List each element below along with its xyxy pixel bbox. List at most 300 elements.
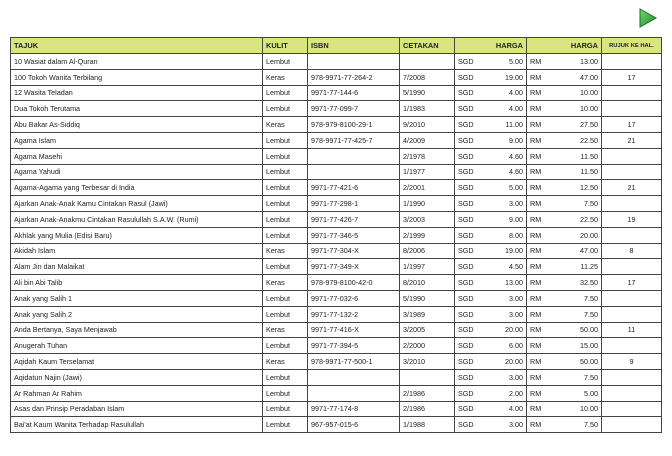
cell-price-rm-currency: RM: [530, 293, 542, 303]
cell-price-rm: [527, 306, 602, 322]
cell-price-rm-currency: RM: [530, 278, 542, 288]
cell-price-rm-value: 12.50: [580, 183, 598, 193]
cell-cover: Lembut: [263, 196, 308, 212]
cell-price-rm: [527, 243, 602, 259]
cell-price-sgd-currency: SGD: [458, 183, 474, 193]
cell-price-sgd-currency: SGD: [458, 388, 474, 398]
cell-printing: 2/1999: [400, 227, 455, 243]
cell-price-sgd-value: 4.60: [509, 151, 523, 161]
cell-price-sgd-value: 13.00: [505, 278, 523, 288]
cell-price-rm-currency: RM: [530, 214, 542, 224]
cell-price-sgd-currency: SGD: [458, 120, 474, 130]
cell-price-rm-currency: RM: [530, 230, 542, 240]
cell-price-rm-currency: RM: [530, 88, 542, 98]
table-row: [11, 338, 662, 354]
cell-price-rm-value: 7.50: [584, 309, 598, 319]
cell-printing: 2/1986: [400, 401, 455, 417]
cell-printing: 2/1978: [400, 148, 455, 164]
cell-price-sgd-currency: SGD: [458, 151, 474, 161]
cell-printing: 1/1988: [400, 417, 455, 433]
cell-price-sgd-currency: SGD: [458, 325, 474, 335]
table-row: [11, 322, 662, 338]
cell-printing: 3/1989: [400, 306, 455, 322]
cell-price-rm-currency: RM: [530, 246, 542, 256]
cell-isbn: [308, 369, 400, 385]
cell-isbn: 9971-77-426-7: [308, 211, 400, 227]
cell-ref: 17: [602, 275, 662, 291]
cell-ref: [602, 148, 662, 164]
cell-price-rm-currency: RM: [530, 325, 542, 335]
cell-price-sgd-value: 5.00: [509, 56, 523, 66]
table-row: [11, 148, 662, 164]
cell-price-rm: [527, 85, 602, 101]
table-row: [11, 243, 662, 259]
cell-price-sgd-currency: SGD: [458, 72, 474, 82]
cell-price-rm-value: 7.50: [584, 372, 598, 382]
cell-price-rm-value: 5.00: [584, 388, 598, 398]
cell-price-sgd-currency: SGD: [458, 199, 474, 209]
cell-price-rm-value: 13.00: [580, 56, 598, 66]
cell-cover: Lembut: [263, 164, 308, 180]
cell-title: Ajarkan Anak-Anak Kamu Cintakan Rasul (Jawi): [11, 196, 263, 212]
cell-ref: [602, 417, 662, 433]
cell-cover: Lembut: [263, 132, 308, 148]
cell-printing: 5/1990: [400, 290, 455, 306]
cell-price-rm-value: 7.50: [584, 420, 598, 430]
cell-title: 100 Tokoh Wanita Terbilang: [11, 69, 263, 85]
cell-price-rm-currency: RM: [530, 404, 542, 414]
cell-price-rm-currency: RM: [530, 372, 542, 382]
cell-printing: 2/2001: [400, 180, 455, 196]
cell-price-rm: [527, 417, 602, 433]
cell-price-sgd-currency: SGD: [458, 262, 474, 272]
cell-price-rm-value: 10.00: [580, 104, 598, 114]
cell-cover: Lembut: [263, 85, 308, 101]
table-body: [11, 54, 662, 433]
cell-isbn: 978-9971-77-264-2: [308, 69, 400, 85]
header-title: TAJUK: [11, 38, 263, 54]
cell-cover: Keras: [263, 275, 308, 291]
cell-price-rm-value: 50.00: [580, 325, 598, 335]
cell-price-rm-currency: RM: [530, 120, 542, 130]
cell-price-sgd-value: 4.00: [509, 104, 523, 114]
cell-price-rm-currency: RM: [530, 309, 542, 319]
cell-price-sgd: [455, 85, 527, 101]
cell-price-rm-value: 47.00: [580, 72, 598, 82]
cell-price-rm-currency: RM: [530, 56, 542, 66]
cell-isbn: [308, 164, 400, 180]
cell-printing: 1/1997: [400, 259, 455, 275]
cell-isbn: [308, 148, 400, 164]
cell-price-rm: [527, 54, 602, 70]
cell-title: Agama Yahudi: [11, 164, 263, 180]
cell-price-rm-value: 32.50: [580, 278, 598, 288]
cell-price-rm: [527, 117, 602, 133]
cell-price-sgd-value: 20.00: [505, 357, 523, 367]
cell-price-sgd-currency: SGD: [458, 420, 474, 430]
cell-price-rm-currency: RM: [530, 341, 542, 351]
cell-title: Akidah Islam: [11, 243, 263, 259]
table-row: [11, 290, 662, 306]
cell-price-rm-value: 7.50: [584, 199, 598, 209]
next-page-button[interactable]: [639, 8, 657, 28]
cell-price-rm: [527, 275, 602, 291]
cell-price-sgd-currency: SGD: [458, 104, 474, 114]
cell-isbn: 9971-77-174-8: [308, 401, 400, 417]
cell-price-sgd-value: 19.00: [505, 246, 523, 256]
cell-cover: Keras: [263, 69, 308, 85]
cell-printing: 2/2000: [400, 338, 455, 354]
header-price-rm: HARGA: [527, 38, 602, 54]
cell-printing: 3/2005: [400, 322, 455, 338]
cell-printing: 8/2010: [400, 275, 455, 291]
cell-price-sgd-value: 3.00: [509, 372, 523, 382]
cell-title: Aqidatun Najin (Jawi): [11, 369, 263, 385]
cell-price-sgd-value: 3.00: [509, 309, 523, 319]
table-row: [11, 54, 662, 70]
cell-printing: 8/2006: [400, 243, 455, 259]
header-printing: CETAKAN: [400, 38, 455, 54]
cell-isbn: 9971-77-132-2: [308, 306, 400, 322]
cell-price-rm: [527, 385, 602, 401]
cell-cover: Lembut: [263, 180, 308, 196]
cell-cover: Keras: [263, 354, 308, 370]
cell-printing: 1/1977: [400, 164, 455, 180]
cell-price-rm: [527, 322, 602, 338]
cell-price-rm: [527, 164, 602, 180]
cell-title: Ar Rahman Ar Rahim: [11, 385, 263, 401]
cell-price-rm: [527, 196, 602, 212]
cell-ref: [602, 385, 662, 401]
cell-price-sgd-value: 3.00: [509, 293, 523, 303]
cell-title: Alam Jin dan Malaikat: [11, 259, 263, 275]
cell-price-sgd: [455, 243, 527, 259]
cell-price-sgd-currency: SGD: [458, 88, 474, 98]
cell-title: Dua Tokoh Terutama: [11, 101, 263, 117]
cell-ref: [602, 401, 662, 417]
cell-cover: Lembut: [263, 385, 308, 401]
cell-isbn: 978-9971-77-500-1: [308, 354, 400, 370]
cell-price-sgd: [455, 101, 527, 117]
cell-price-sgd: [455, 148, 527, 164]
table-row: [11, 385, 662, 401]
table-row: [11, 117, 662, 133]
cell-cover: Lembut: [263, 211, 308, 227]
cell-title: Anugerah Tuhan: [11, 338, 263, 354]
cell-price-rm: [527, 132, 602, 148]
cell-cover: Keras: [263, 243, 308, 259]
cell-price-sgd: [455, 211, 527, 227]
cell-isbn: 9971-77-298-1: [308, 196, 400, 212]
cell-price-sgd-value: 4.00: [509, 88, 523, 98]
cell-price-rm: [527, 101, 602, 117]
cell-printing: 4/2009: [400, 132, 455, 148]
cell-cover: Lembut: [263, 54, 308, 70]
cell-cover: Keras: [263, 322, 308, 338]
cell-cover: Lembut: [263, 417, 308, 433]
cell-price-rm-value: 10.00: [580, 88, 598, 98]
cell-isbn: 9971-77-421-6: [308, 180, 400, 196]
cell-price-sgd: [455, 275, 527, 291]
cell-title: 12 Wasita Teladan: [11, 85, 263, 101]
cell-isbn: [308, 54, 400, 70]
cell-cover: Lembut: [263, 401, 308, 417]
cell-cover: Lembut: [263, 290, 308, 306]
cell-price-sgd-value: 8.00: [509, 230, 523, 240]
cell-price-sgd-value: 3.00: [509, 420, 523, 430]
cell-ref: [602, 338, 662, 354]
cell-price-rm-currency: RM: [530, 167, 542, 177]
cell-price-sgd: [455, 180, 527, 196]
cell-price-rm-value: 11.50: [580, 151, 598, 161]
cell-printing: [400, 369, 455, 385]
cell-price-rm: [527, 227, 602, 243]
cell-price-sgd-value: 9.00: [509, 214, 523, 224]
cell-price-rm-currency: RM: [530, 183, 542, 193]
cell-price-rm-currency: RM: [530, 135, 542, 145]
cell-isbn: 9971-77-394-5: [308, 338, 400, 354]
cell-title: Aqidah Kaum Terselamat: [11, 354, 263, 370]
cell-price-sgd-value: 9.00: [509, 135, 523, 145]
cell-price-sgd: [455, 306, 527, 322]
cell-title: Bai'at Kaum Wanita Terhadap Rasulullah: [11, 417, 263, 433]
cell-cover: Keras: [263, 117, 308, 133]
table-row: [11, 69, 662, 85]
table-row: [11, 306, 662, 322]
cell-cover: Lembut: [263, 259, 308, 275]
cell-printing: 1/1983: [400, 101, 455, 117]
cell-price-rm-currency: RM: [530, 72, 542, 82]
cell-title: Ali bin Abi Talib: [11, 275, 263, 291]
cell-price-sgd-currency: SGD: [458, 214, 474, 224]
cell-price-rm: [527, 338, 602, 354]
cell-printing: 3/2003: [400, 211, 455, 227]
cell-price-rm: [527, 259, 602, 275]
cell-price-sgd-currency: SGD: [458, 341, 474, 351]
cell-price-sgd-value: 20.00: [505, 325, 523, 335]
cell-ref: 17: [602, 117, 662, 133]
cell-title: Agama Masehi: [11, 148, 263, 164]
cell-printing: 5/1990: [400, 85, 455, 101]
cell-isbn: 9971-77-349-X: [308, 259, 400, 275]
cell-price-rm-value: 11.25: [580, 262, 598, 272]
cell-price-rm-value: 50.00: [580, 357, 598, 367]
play-arrow-icon: [639, 8, 657, 28]
cell-price-rm: [527, 401, 602, 417]
cell-price-sgd: [455, 417, 527, 433]
cell-cover: Lembut: [263, 101, 308, 117]
table-row: [11, 180, 662, 196]
table-header-row: [11, 38, 662, 54]
cell-price-rm-currency: RM: [530, 104, 542, 114]
cell-price-sgd-value: 4.60: [509, 167, 523, 177]
cell-price-sgd-currency: SGD: [458, 246, 474, 256]
cell-price-sgd: [455, 385, 527, 401]
cell-ref: [602, 369, 662, 385]
cell-title: Anak yang Salih 1: [11, 290, 263, 306]
cell-ref: [602, 85, 662, 101]
cell-price-sgd: [455, 69, 527, 85]
cell-price-sgd-currency: SGD: [458, 404, 474, 414]
cell-price-sgd-currency: SGD: [458, 56, 474, 66]
cell-price-rm-currency: RM: [530, 151, 542, 161]
cell-price-sgd-value: 11.00: [505, 120, 523, 130]
cell-price-sgd-currency: SGD: [458, 278, 474, 288]
cell-price-rm-currency: RM: [530, 262, 542, 272]
cell-price-sgd: [455, 227, 527, 243]
cell-printing: 2/1986: [400, 385, 455, 401]
cell-price-rm: [527, 290, 602, 306]
table-row: [11, 164, 662, 180]
cell-ref: [602, 306, 662, 322]
cell-isbn: 978-9971-77-425-7: [308, 132, 400, 148]
cell-title: Abu Bakar As-Siddiq: [11, 117, 263, 133]
cell-price-sgd: [455, 369, 527, 385]
cell-title: Anak yang Salih 2: [11, 306, 263, 322]
table-row: [11, 401, 662, 417]
cell-ref: 19: [602, 211, 662, 227]
table-row: [11, 354, 662, 370]
cell-ref: 21: [602, 132, 662, 148]
cell-price-sgd: [455, 338, 527, 354]
cell-price-rm-value: 27.50: [580, 120, 598, 130]
cell-printing: 7/2008: [400, 69, 455, 85]
cell-isbn: 9971-77-032-6: [308, 290, 400, 306]
cell-isbn: 9971-77-416-X: [308, 322, 400, 338]
cell-ref: [602, 227, 662, 243]
cell-price-sgd-currency: SGD: [458, 357, 474, 367]
cell-price-rm-currency: RM: [530, 388, 542, 398]
cell-price-rm-value: 47.00: [580, 246, 598, 256]
cell-price-sgd: [455, 164, 527, 180]
cell-price-rm-value: 22.50: [580, 214, 598, 224]
cell-ref: 9: [602, 354, 662, 370]
table-row: [11, 85, 662, 101]
cell-price-sgd: [455, 196, 527, 212]
cell-price-rm: [527, 148, 602, 164]
cell-price-sgd: [455, 290, 527, 306]
cell-title: Agama-Agama yang Terbesar di India: [11, 180, 263, 196]
cell-price-sgd-currency: SGD: [458, 230, 474, 240]
cell-ref: [602, 54, 662, 70]
table-row: [11, 275, 662, 291]
table-row: [11, 196, 662, 212]
cell-price-sgd: [455, 117, 527, 133]
cell-price-sgd-value: 3.00: [509, 199, 523, 209]
cell-price-sgd-value: 4.50: [509, 262, 523, 272]
cell-price-sgd-currency: SGD: [458, 309, 474, 319]
cell-price-rm-value: 22.50: [580, 135, 598, 145]
cell-isbn: 9971-77-304-X: [308, 243, 400, 259]
cell-ref: 17: [602, 69, 662, 85]
cell-printing: [400, 54, 455, 70]
cell-title: Agama Islam: [11, 132, 263, 148]
cell-ref: [602, 196, 662, 212]
cell-cover: Lembut: [263, 227, 308, 243]
cell-price-sgd: [455, 132, 527, 148]
cell-printing: 1/1990: [400, 196, 455, 212]
cell-price-sgd-value: 4.00: [509, 404, 523, 414]
cell-price-sgd-value: 19.00: [505, 72, 523, 82]
cell-price-sgd-currency: SGD: [458, 135, 474, 145]
cell-price-rm-currency: RM: [530, 420, 542, 430]
cell-isbn: 9971-77-099-7: [308, 101, 400, 117]
cell-ref: 11: [602, 322, 662, 338]
cell-isbn: 967-957-015-6: [308, 417, 400, 433]
cell-price-rm: [527, 354, 602, 370]
cell-price-sgd: [455, 54, 527, 70]
cell-price-sgd: [455, 401, 527, 417]
header-price-sgd: HARGA: [455, 38, 527, 54]
cell-price-rm-value: 20.00: [580, 230, 598, 240]
cell-ref: 8: [602, 243, 662, 259]
cell-isbn: [308, 385, 400, 401]
cell-price-rm: [527, 369, 602, 385]
cell-cover: Lembut: [263, 148, 308, 164]
cell-price-rm-value: 11.50: [580, 167, 598, 177]
header-cover: KULIT: [263, 38, 308, 54]
cell-price-sgd-currency: SGD: [458, 167, 474, 177]
cell-cover: Lembut: [263, 306, 308, 322]
cell-ref: [602, 290, 662, 306]
cell-printing: 9/2010: [400, 117, 455, 133]
header-ref: RUJUK KE HAL.: [602, 38, 662, 54]
cell-cover: Lembut: [263, 369, 308, 385]
book-catalog-table: [10, 37, 662, 433]
cell-title: Akhlak yang Mulia (Edisi Baru): [11, 227, 263, 243]
cell-isbn: 978-979-8100-29-1: [308, 117, 400, 133]
cell-title: Asas dan Prinsip Peradaban Islam: [11, 401, 263, 417]
cell-price-rm: [527, 180, 602, 196]
cell-price-sgd-currency: SGD: [458, 372, 474, 382]
cell-price-rm-value: 15.00: [580, 341, 598, 351]
cell-price-rm-value: 7.50: [584, 293, 598, 303]
cell-price-rm: [527, 69, 602, 85]
cell-price-rm-value: 10.00: [580, 404, 598, 414]
cell-isbn: 9971-77-144-6: [308, 85, 400, 101]
cell-price-sgd-value: 6.00: [509, 341, 523, 351]
cell-cover: Lembut: [263, 338, 308, 354]
cell-title: Anda Bertanya, Saya Menjawab: [11, 322, 263, 338]
cell-ref: [602, 259, 662, 275]
cell-price-sgd-currency: SGD: [458, 293, 474, 303]
cell-price-sgd: [455, 322, 527, 338]
cell-isbn: 978-979-8100-42-0: [308, 275, 400, 291]
cell-price-rm: [527, 211, 602, 227]
cell-ref: [602, 101, 662, 117]
cell-price-rm-currency: RM: [530, 357, 542, 367]
table-row: [11, 227, 662, 243]
cell-title: Ajarkan Anak-Anakmu Cintakan Rasulullah S.A.W. (Rumi): [11, 211, 263, 227]
header-isbn: ISBN: [308, 38, 400, 54]
cell-price-sgd: [455, 354, 527, 370]
cell-isbn: 9971-77-346-5: [308, 227, 400, 243]
table-row: [11, 369, 662, 385]
cell-price-sgd: [455, 259, 527, 275]
table-row: [11, 132, 662, 148]
table-row: [11, 101, 662, 117]
cell-price-rm-currency: RM: [530, 199, 542, 209]
cell-ref: 21: [602, 180, 662, 196]
table-row: [11, 259, 662, 275]
cell-ref: [602, 164, 662, 180]
table-row: [11, 417, 662, 433]
table-row: [11, 211, 662, 227]
cell-price-sgd-value: 2.00: [509, 388, 523, 398]
cell-printing: 3/2010: [400, 354, 455, 370]
cell-price-sgd-value: 5.00: [509, 183, 523, 193]
cell-title: 10 Wasiat dalam Al-Quran: [11, 54, 263, 70]
